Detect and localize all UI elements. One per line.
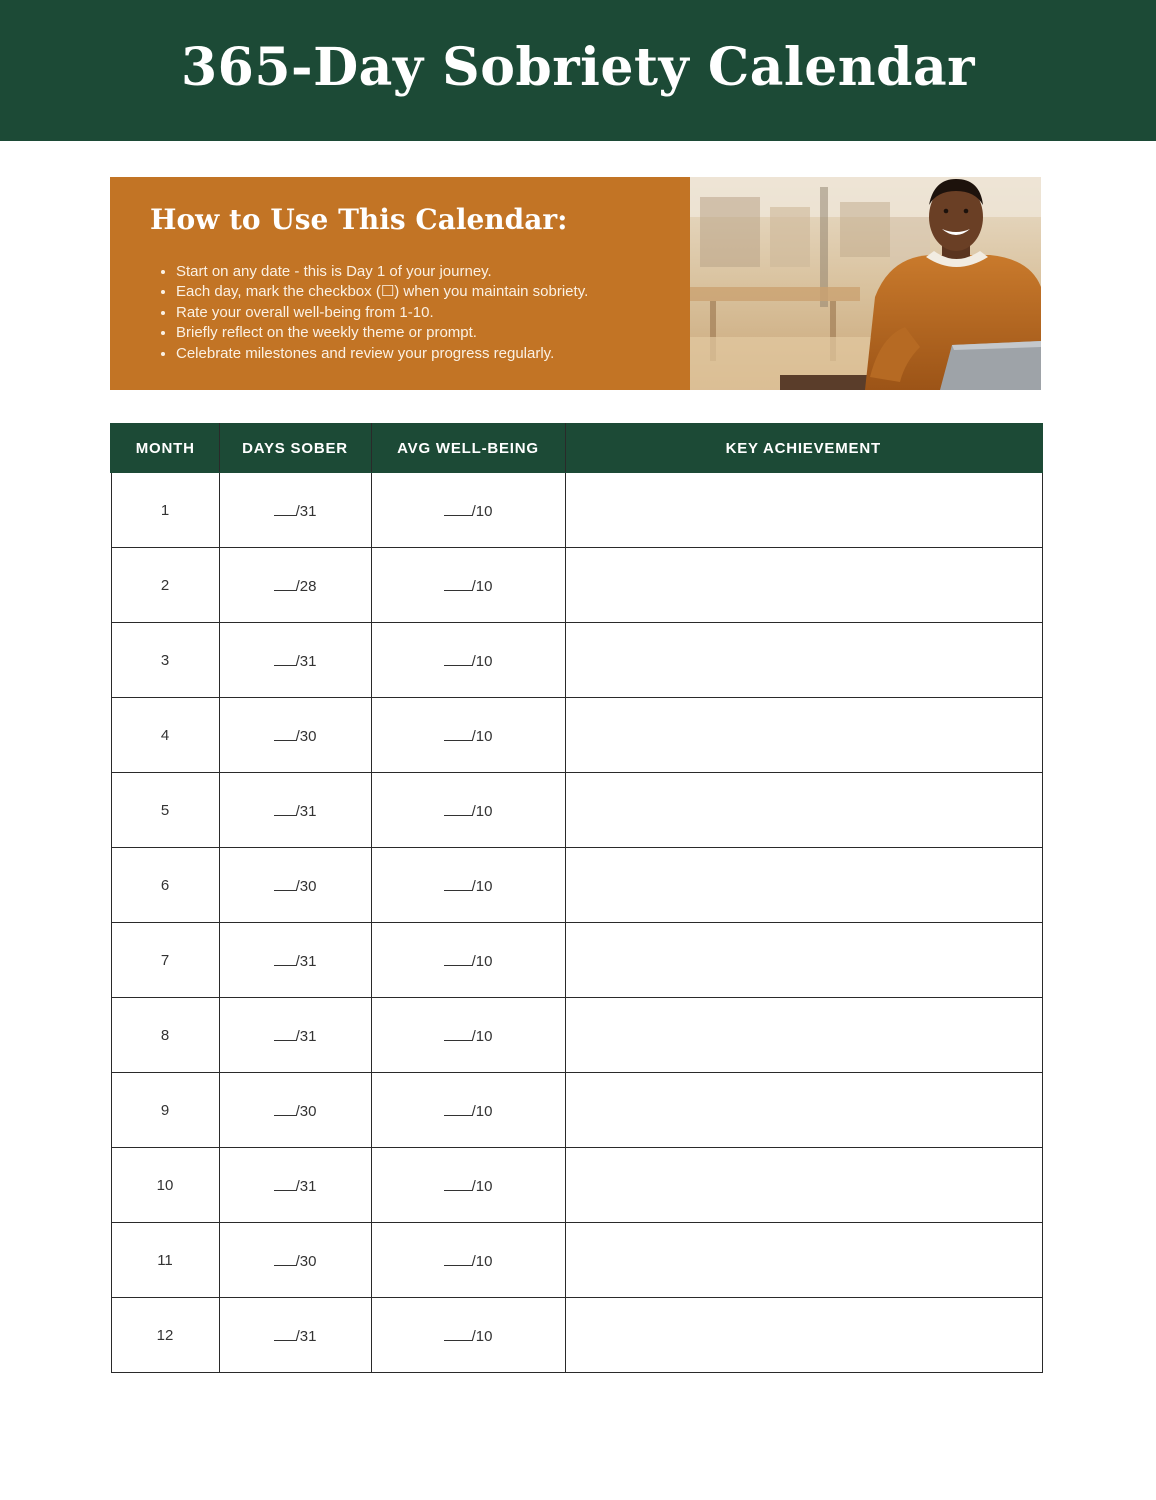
page-title: 365-Day Sobriety Calendar bbox=[180, 37, 976, 98]
days-sober-cell[interactable]: /31 bbox=[219, 1148, 371, 1223]
month-cell: 2 bbox=[111, 548, 219, 623]
header-days-sober: DAYS SOBER bbox=[219, 424, 371, 473]
well-being-cell[interactable]: /10 bbox=[371, 1298, 565, 1373]
how-to-panel bbox=[110, 177, 1041, 390]
how-to-title: How to Use This Calendar: bbox=[150, 203, 568, 236]
table-row bbox=[111, 548, 1042, 623]
days-sober-cell[interactable]: /31 bbox=[219, 998, 371, 1073]
key-achievement-cell[interactable] bbox=[565, 1298, 1042, 1373]
well-being-cell[interactable]: /10 bbox=[371, 998, 565, 1073]
how-to-item: • Each day, mark the checkbox (☐) when you maintain sobriety. bbox=[176, 282, 690, 302]
well-being-cell[interactable]: /10 bbox=[371, 698, 565, 773]
days-sober-cell[interactable]: /31 bbox=[219, 1298, 371, 1373]
key-achievement-cell[interactable] bbox=[565, 923, 1042, 998]
days-sober-cell[interactable]: /30 bbox=[219, 848, 371, 923]
well-being-cell[interactable]: /10 bbox=[371, 1223, 565, 1298]
key-achievement-cell[interactable] bbox=[565, 1223, 1042, 1298]
header-month: MONTH bbox=[111, 424, 219, 473]
well-being-cell[interactable]: /10 bbox=[371, 1148, 565, 1223]
month-cell: 3 bbox=[111, 623, 219, 698]
key-achievement-cell[interactable] bbox=[565, 773, 1042, 848]
key-achievement-cell[interactable] bbox=[565, 848, 1042, 923]
days-sober-cell[interactable]: /30 bbox=[219, 1073, 371, 1148]
header-key-achievement: KEY ACHIEVEMENT bbox=[565, 424, 1042, 473]
month-cell: 7 bbox=[111, 923, 219, 998]
key-achievement-cell[interactable] bbox=[565, 1148, 1042, 1223]
key-achievement-cell[interactable] bbox=[565, 623, 1042, 698]
page-header bbox=[0, 0, 1156, 141]
days-sober-cell[interactable]: /30 bbox=[219, 698, 371, 773]
month-cell: 9 bbox=[111, 1073, 219, 1148]
table-row bbox=[111, 1073, 1042, 1148]
how-to-text bbox=[150, 203, 690, 364]
month-cell: 5 bbox=[111, 773, 219, 848]
key-achievement-cell[interactable] bbox=[565, 473, 1042, 548]
how-to-item: • Celebrate milestones and review your progress regularly. bbox=[176, 344, 690, 364]
days-sober-cell[interactable]: /31 bbox=[219, 473, 371, 548]
calendar-table bbox=[110, 423, 1043, 1373]
month-cell: 6 bbox=[111, 848, 219, 923]
table-row bbox=[111, 623, 1042, 698]
month-cell: 8 bbox=[111, 998, 219, 1073]
days-sober-cell[interactable]: /30 bbox=[219, 1223, 371, 1298]
table-row bbox=[111, 773, 1042, 848]
key-achievement-cell[interactable] bbox=[565, 998, 1042, 1073]
month-cell: 10 bbox=[111, 1148, 219, 1223]
table-header-row bbox=[111, 424, 1042, 473]
well-being-cell[interactable]: /10 bbox=[371, 623, 565, 698]
month-cell: 11 bbox=[111, 1223, 219, 1298]
table-row bbox=[111, 1298, 1042, 1373]
month-cell: 1 bbox=[111, 473, 219, 548]
well-being-cell[interactable]: /10 bbox=[371, 548, 565, 623]
key-achievement-cell[interactable] bbox=[565, 698, 1042, 773]
well-being-cell[interactable]: /10 bbox=[371, 923, 565, 998]
smiling-man-with-laptop-photo bbox=[690, 177, 1041, 390]
how-to-item: • Start on any date - this is Day 1 of your journey. bbox=[176, 262, 690, 282]
how-to-list bbox=[150, 262, 690, 364]
key-achievement-cell[interactable] bbox=[565, 1073, 1042, 1148]
month-cell: 12 bbox=[111, 1298, 219, 1373]
how-to-item: • Rate your overall well-being from 1-10. bbox=[176, 303, 690, 323]
key-achievement-cell[interactable] bbox=[565, 548, 1042, 623]
well-being-cell[interactable]: /10 bbox=[371, 848, 565, 923]
table-row bbox=[111, 848, 1042, 923]
how-to-item: • Briefly reflect on the weekly theme or prompt. bbox=[176, 323, 690, 343]
table-row bbox=[111, 1223, 1042, 1298]
table-row bbox=[111, 998, 1042, 1073]
well-being-cell[interactable]: /10 bbox=[371, 1073, 565, 1148]
table-row bbox=[111, 923, 1042, 998]
days-sober-cell[interactable]: /28 bbox=[219, 548, 371, 623]
table-row bbox=[111, 698, 1042, 773]
month-cell: 4 bbox=[111, 698, 219, 773]
well-being-cell[interactable]: /10 bbox=[371, 773, 565, 848]
days-sober-cell[interactable]: /31 bbox=[219, 773, 371, 848]
header-avg-well-being: AVG WELL-BEING bbox=[371, 424, 565, 473]
days-sober-cell[interactable]: /31 bbox=[219, 923, 371, 998]
days-sober-cell[interactable]: /31 bbox=[219, 623, 371, 698]
well-being-cell[interactable]: /10 bbox=[371, 473, 565, 548]
table-row bbox=[111, 1148, 1042, 1223]
table-row bbox=[111, 473, 1042, 548]
